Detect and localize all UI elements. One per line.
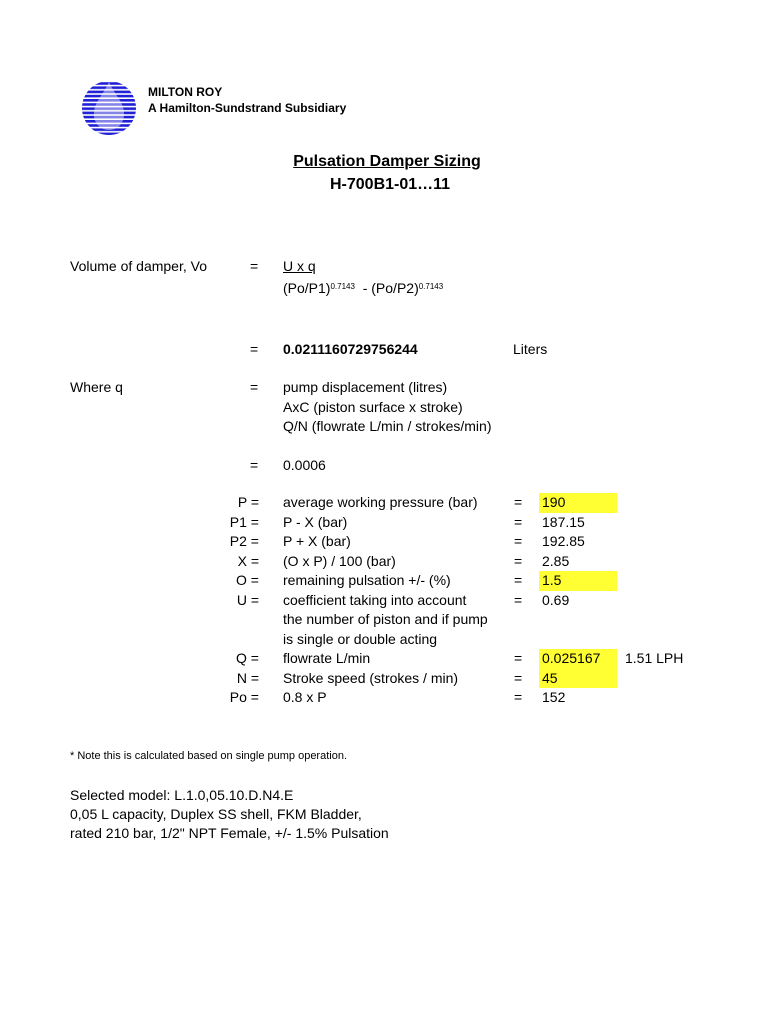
param-equals: = [514,533,523,549]
where-label: Where q [70,379,123,395]
param-description-line: flowrate L/min [283,650,371,666]
param-symbol: Po = [229,689,259,705]
selected-line: 0,05 L capacity, Duplex SS shell, FKM Bladder, [70,806,362,822]
formula-denominator [283,279,443,299]
note-text: * Note this is calculated based on single pump operation. [70,750,348,762]
param-input-value: 45 [539,669,617,689]
param-description-line: P + X (bar) [283,533,351,549]
param-symbol: P1 = [229,513,259,530]
param-symbol: P = [237,494,259,510]
param-description [283,513,347,533]
param-description [283,532,351,552]
q-value: 0.0006 [283,457,326,473]
param-equals: = [514,689,523,705]
param-symbol: X = [237,552,259,569]
company-subsidiary: A Hamilton-Sundstrand Subsidiary [148,101,347,115]
param-symbol: P2 = [229,533,259,549]
param-description-line: P - X (bar) [283,513,348,530]
param-description [283,571,451,591]
param-value: 0.69 [542,591,570,608]
param-equals: = [514,552,523,569]
param-description-line: average working pressure (bar) [283,494,478,510]
param-input-value: 190 [539,493,617,513]
result-unit: Liters [513,341,548,357]
param-description [283,591,488,650]
param-description-line: is single or double acting [283,630,438,647]
param-description [283,649,370,669]
where-line: AxC (piston surface x stroke) [283,398,463,415]
company-name: MILTON ROY [148,85,223,99]
param-equals: = [514,650,523,666]
param-description-line: coefficient taking into account [283,591,467,608]
result-value: 0.0211160729756244 [283,341,418,357]
where-equals: = [250,379,259,395]
param-description-line: the number of piston and if pump [283,611,488,627]
param-description [283,688,327,708]
param-description [283,493,478,513]
q-value-equals: = [250,457,259,473]
model-code: H-700B1-01…11 [330,176,451,193]
company-block [148,84,346,116]
param-extra: 1.51 LPH [625,650,684,666]
param-description-line: Stroke speed (strokes / min) [283,669,459,686]
den-part2: - (Po/P2) [358,280,419,296]
param-value: 192.85 [542,533,585,549]
param-description-line: remaining pulsation +/- (%) [283,572,451,588]
param-equals: = [514,669,523,686]
where-line: Q/N (flowrate L/min / strokes/min) [283,418,492,434]
param-description-line: (O x P) / 100 (bar) [283,552,396,569]
page-title-text: Pulsation Damper Sizing [293,153,481,170]
selected-line: rated 210 bar, 1/2" NPT Female, +/- 1.5% Pulsation [70,825,389,841]
milton-roy-logo [78,78,140,136]
selected-line: Selected model: L.1.0,05.10.D.N4.E [70,787,294,803]
den-exp2: 0.7143 [418,282,444,291]
formula-label: Volume of damper, Vo [70,258,207,274]
param-value: 152 [542,689,566,705]
selected-model [70,786,389,843]
param-input-value: 1.5 [539,571,617,591]
param-equals: = [514,513,523,530]
where-line: pump displacement (litres) [283,379,448,395]
den-exp1: 0.7143 [330,282,355,291]
where-definition [283,378,492,437]
formula-equals: = [250,258,259,274]
param-equals: = [514,591,523,608]
param-description [283,669,458,689]
param-input-value: 0.025167 [539,649,617,669]
param-symbol: U = [236,591,259,608]
param-description-line: 0.8 x P [283,689,327,705]
param-value: 2.85 [542,552,570,569]
param-symbol: N = [236,669,259,686]
param-description [283,552,396,572]
param-symbol: O = [236,572,259,588]
result-equals: = [250,341,259,357]
page-title [284,153,490,171]
param-equals: = [514,572,523,588]
param-value: 187.15 [542,513,585,530]
formula-numerator: U x q [283,258,316,274]
den-part1: (Po/P1) [283,280,331,296]
param-symbol: Q = [236,650,259,666]
param-equals: = [514,494,523,510]
